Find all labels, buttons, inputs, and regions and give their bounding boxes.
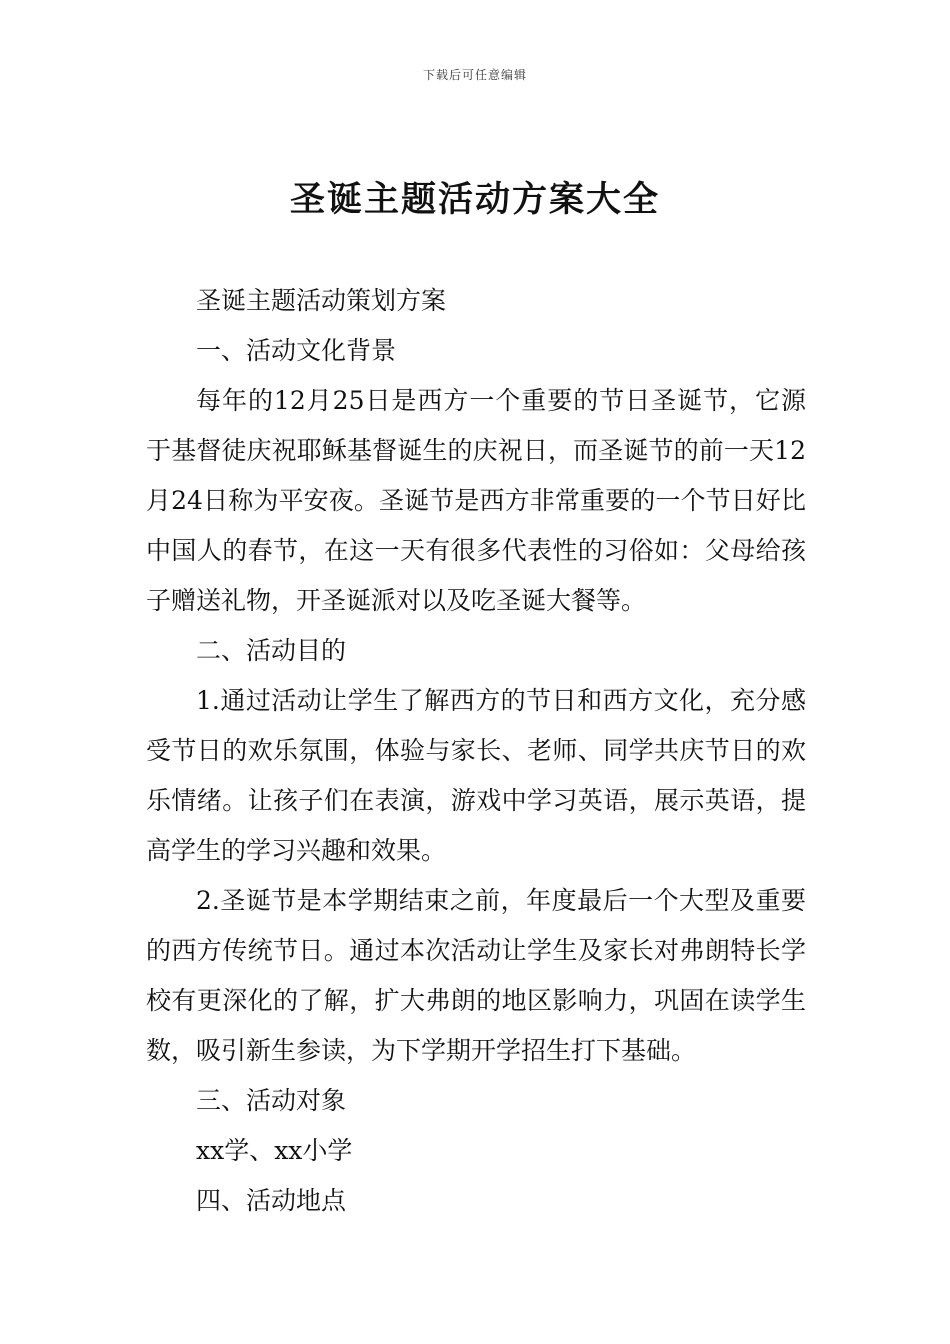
- document-title: 圣诞主题活动方案大全: [289, 180, 660, 220]
- subtitle-paragraph: 圣诞主题活动策划方案: [196, 286, 447, 315]
- section-heading-location: 四、活动地点: [196, 1186, 347, 1215]
- section-heading-background: 一、活动文化背景: [196, 336, 397, 365]
- document-body: [146, 276, 806, 1226]
- header-note: 下载后可任意编辑: [422, 68, 527, 82]
- section-heading-audience: 三、活动对象: [196, 1086, 347, 1115]
- body-paragraph: 每年的12月25日是西方一个重要的节日圣诞节，它源于基督徒庆祝耶稣基督诞生的庆祝日，而圣诞节的前一天12月24日称为平安夜。圣诞节是西方非常重要的一个节日好比中国人的春节，在这一天有很多代表性的习俗如：父母给孩子赠送礼物，开圣诞派对以及吃圣诞大餐等。: [146, 386, 806, 615]
- body-paragraph: 1.通过活动让学生了解西方的节日和西方文化，充分感受节日的欢乐氛围，体验与家长、老师、同学共庆节日的欢乐情绪。让孩子们在表演，游戏中学习英语，展示英语，提高学生的学习兴趣和效果。: [146, 686, 806, 865]
- body-paragraph: 2.圣诞节是本学期结束之前，年度最后一个大型及重要的西方传统节日。通过本次活动让学生及家长对弗朗特长学校有更深化的了解，扩大弗朗的地区影响力，巩固在读学生数，吸引新生参读，为下学期开学招生打下基础。: [146, 886, 806, 1065]
- body-paragraph: xx学、xx小学: [196, 1136, 353, 1165]
- section-heading-purpose: 二、活动目的: [196, 636, 347, 665]
